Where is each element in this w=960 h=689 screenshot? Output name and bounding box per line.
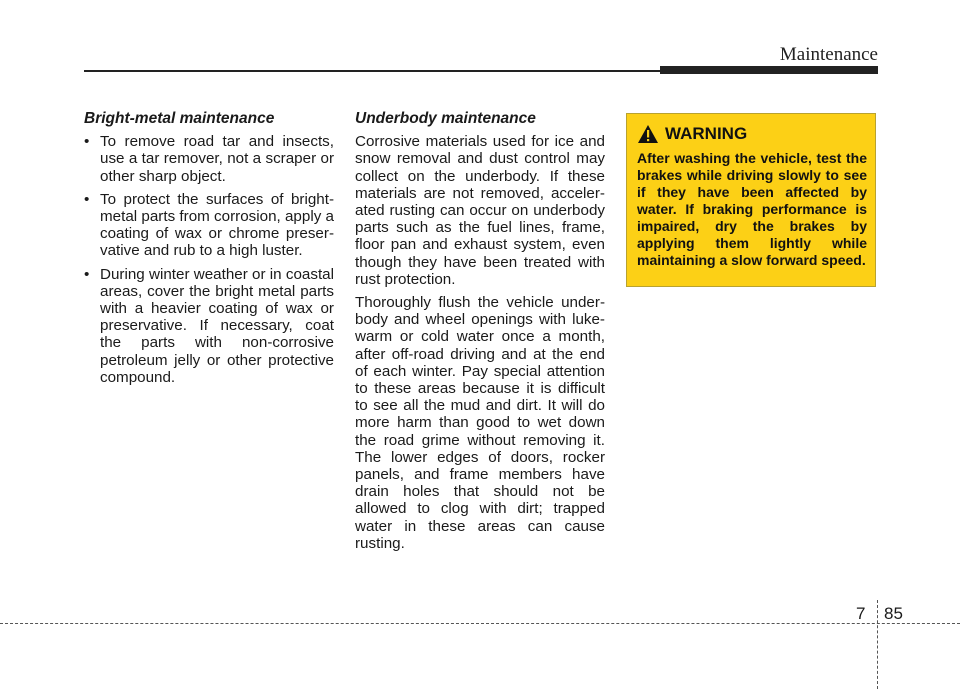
bright-metal-bullet-1: • To remove road tar and insects, use a tar remover, not a scraper or other sharp object.	[84, 133, 334, 185]
underbody-paragraph-1: Corrosive materials used for ice and snow removal and dust control may collect on the underbody. If these materials are not removed, acceler-ated rusting can occur on underbody parts such as the fuel lines, frame, floor pan and exhaust system, even though they have been treated with rust protection.	[355, 133, 605, 288]
section-title: Maintenance	[779, 44, 878, 65]
warning-body: After washing the vehicle, test the brakes while driving slowly to see if they have been affected by water. If braking performance is impaired, dry the brakes by applying them lightly while maintaining a slow forward speed.	[637, 150, 867, 268]
bright-metal-bullet-2: • To protect the surfaces of bright-metal parts from corrosion, apply a coating of wax or chrome preser-vative and rub to a high luster.	[84, 191, 334, 260]
warning-title: WARNING	[665, 124, 748, 143]
bright-metal-section	[84, 110, 334, 392]
underbody-heading: Underbody maintenance	[355, 110, 536, 127]
footer-dashed-divider	[877, 600, 878, 689]
bright-metal-bullet-3: • During winter weather or in coastal areas, cover the bright metal parts with a heavier coating of wax or preservative. If necessary, coat the parts with non-corrosive petroleum jelly or other protective compound.	[84, 266, 334, 386]
warning-triangle-icon	[637, 124, 659, 144]
footer-dashed-line	[0, 623, 960, 624]
page-number: 85	[884, 604, 903, 623]
header-rule-thick	[660, 66, 878, 74]
underbody-paragraph-2: Thoroughly flush the vehicle under-body and wheel openings with luke-warm or cold water once a month, after off-road driving and at the end of each winter. Pay special attention to these areas because it is difficult to see all the mud and dirt. It will do more harm than good to wet down the road grime without removing it. The lower edges of doors, rocker panels, and frame members have drain holes that should not be allowed to clog with dirt; trapped water in these areas can cause rusting.	[355, 294, 605, 552]
header-rule-thin	[84, 70, 660, 72]
warning-box	[626, 113, 876, 287]
bright-metal-list	[84, 133, 334, 386]
chapter-number: 7	[856, 604, 866, 623]
underbody-section	[355, 110, 605, 558]
warning-header	[637, 124, 867, 144]
bright-metal-heading: Bright-metal maintenance	[84, 110, 275, 127]
